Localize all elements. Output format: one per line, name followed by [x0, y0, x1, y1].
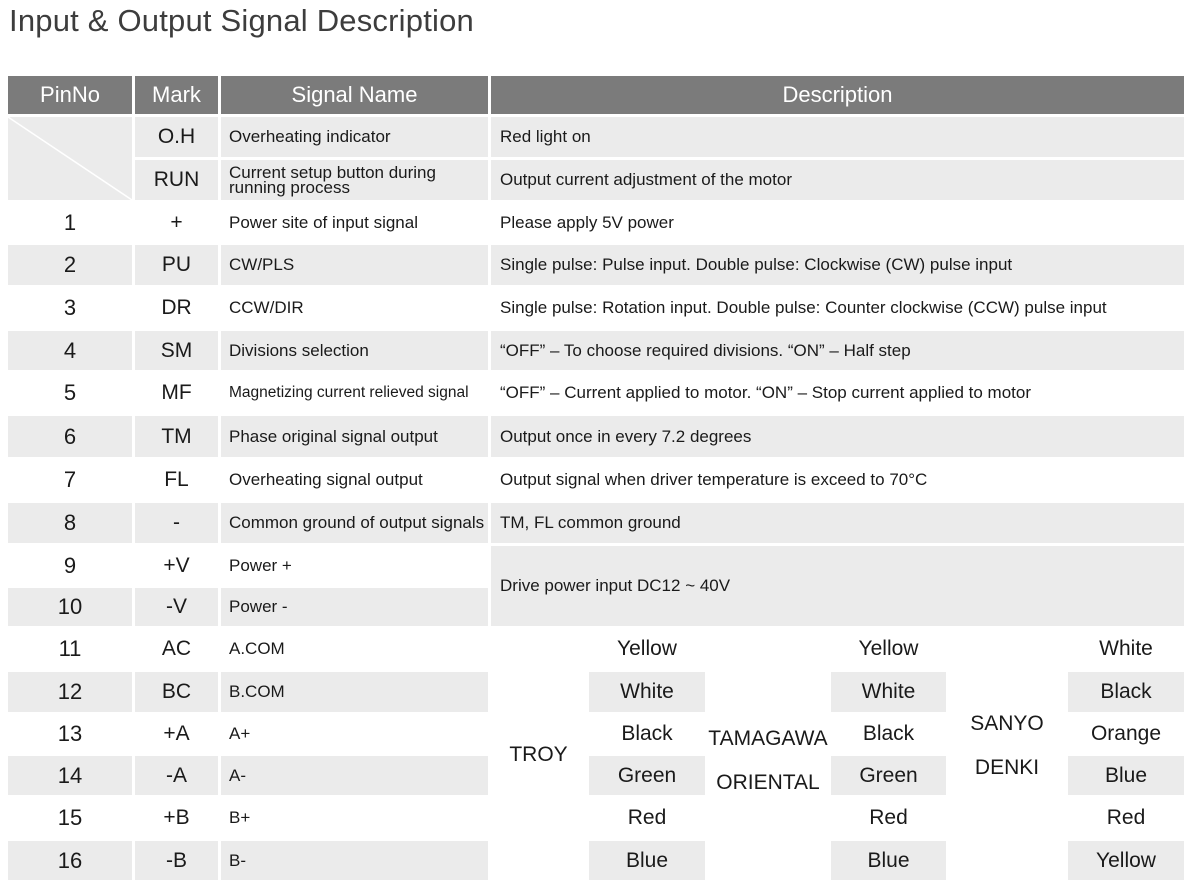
- signal-name-cell: Overheating signal output: [229, 470, 423, 489]
- pin-number: 16: [8, 841, 132, 880]
- sanyo-wire-color: White: [1099, 637, 1153, 660]
- pin-number: 8: [8, 503, 132, 543]
- mark-cell: +A: [163, 722, 190, 745]
- brand-name-line: TAMAGAWA: [708, 726, 828, 750]
- tamagawa-wire-color: Blue: [831, 841, 946, 880]
- pin-number: 14: [8, 756, 132, 795]
- sanyo-wire-color: Black: [1068, 672, 1184, 712]
- description-cell: Output once in every 7.2 degrees: [491, 416, 1184, 457]
- signal-name-cell: CW/PLS: [221, 245, 488, 285]
- signal-name-cell: Overheating indicator: [221, 117, 488, 157]
- mark-cell: +: [170, 210, 183, 234]
- tamagawa-wire-color: White: [831, 672, 946, 712]
- description-cell: Please apply 5V power: [500, 212, 674, 232]
- pin-number: 5: [63, 380, 77, 405]
- header-description: Description: [491, 76, 1184, 114]
- power-description-cell: Drive power input DC12 ~ 40V: [491, 546, 1184, 626]
- tamagawa-wire-color: Black: [862, 722, 915, 745]
- pin-number: 9: [63, 552, 77, 578]
- mark-cell: FL: [164, 468, 189, 491]
- pin-number: 1: [63, 209, 77, 235]
- mark-cell: SM: [135, 331, 218, 370]
- diagonal-line: [8, 117, 132, 200]
- header-pinno: PinNo: [8, 76, 132, 114]
- mark-cell: TM: [135, 416, 218, 457]
- troy-wire-color: Yellow: [617, 637, 677, 660]
- troy-wire-color: Blue: [589, 841, 705, 880]
- pin-number: 12: [8, 672, 132, 712]
- sanyo-wire-color: Orange: [1090, 722, 1162, 745]
- mark-cell: +B: [163, 806, 190, 829]
- troy-wire-color: Red: [627, 806, 667, 829]
- signal-name-cell: B.COM: [221, 672, 488, 712]
- signal-name-cell: Power -: [221, 588, 488, 626]
- brand-sanyo-denki: [949, 629, 1065, 880]
- signal-name-cell: Current setup button during running process: [221, 160, 488, 200]
- header-mark: Mark: [135, 76, 218, 114]
- pin-number: 13: [57, 721, 83, 746]
- signal-name-cell: Common ground of output signals: [221, 503, 488, 543]
- sanyo-wire-color: Yellow: [1068, 841, 1184, 880]
- mark-cell: MF: [161, 381, 192, 404]
- page-title: Input & Output Signal Description: [9, 3, 474, 38]
- sanyo-wire-color: Red: [1106, 806, 1146, 829]
- description-cell: “OFF” – Current applied to motor. “ON” – Stop current applied to motor: [500, 383, 1031, 402]
- header-signal-name: Signal Name: [221, 76, 488, 114]
- brand-name-line: SANYO: [970, 711, 1044, 735]
- brand-troy: TROY: [509, 742, 568, 766]
- mark-cell: +V: [163, 553, 190, 577]
- tamagawa-wire-color: Yellow: [858, 637, 919, 660]
- mark-cell: -A: [135, 756, 218, 795]
- troy-wire-color: White: [589, 672, 705, 712]
- signal-name-cell: A-: [221, 756, 488, 795]
- mark-cell: -B: [135, 841, 218, 880]
- mark-cell: DR: [161, 296, 192, 319]
- mark-cell: PU: [135, 245, 218, 285]
- signal-name-cell: CCW/DIR: [229, 298, 304, 317]
- mark-cell: RUN: [135, 160, 218, 200]
- description-cell: Single pulse: Pulse input. Double pulse: Clockwise (CW) pulse input: [491, 245, 1184, 285]
- pin-number: 3: [63, 295, 77, 320]
- signal-name-cell: A+: [229, 724, 251, 743]
- mark-cell: O.H: [135, 117, 218, 157]
- description-cell: “OFF” – To choose required divisions. “ON” – Half step: [491, 331, 1184, 370]
- signal-table: [8, 76, 1184, 880]
- signal-name-cell: B-: [221, 841, 488, 880]
- sanyo-wire-color: Blue: [1068, 756, 1184, 795]
- mark-cell: AC: [161, 637, 192, 660]
- signal-name-cell: B+: [229, 808, 251, 827]
- pin-number: 7: [63, 467, 77, 492]
- mark-cell: -V: [135, 588, 218, 626]
- signal-name-cell: Power +: [229, 555, 292, 575]
- tamagawa-wire-color: Red: [869, 806, 908, 829]
- description-cell: TM, FL common ground: [491, 503, 1184, 543]
- tamagawa-wire-color: Green: [831, 756, 946, 795]
- troy-wire-color: Black: [621, 722, 673, 745]
- brand-name-line: ORIENTAL: [716, 770, 820, 794]
- signal-name-cell: Magnetizing current relieved signal: [229, 384, 469, 401]
- pin-diagonal-cell: [8, 117, 132, 200]
- signal-name-cell: Power site of input signal: [229, 212, 418, 232]
- pin-number: 6: [8, 416, 132, 457]
- signal-name-cell: Phase original signal output: [221, 416, 488, 457]
- description-cell: Red light on: [491, 117, 1184, 157]
- pin-number: 4: [8, 331, 132, 370]
- pin-number: 15: [57, 805, 83, 830]
- description-cell: Single pulse: Rotation input. Double pulse: Counter clockwise (CCW) pulse input: [500, 298, 1107, 317]
- description-cell: Output signal when driver temperature is exceed to 70°C: [500, 470, 928, 489]
- signal-name-cell: A.COM: [229, 639, 285, 658]
- mark-cell: BC: [135, 672, 218, 712]
- pin-number: 10: [8, 588, 132, 626]
- signal-name-cell: Divisions selection: [221, 331, 488, 370]
- mark-cell: -: [135, 503, 218, 543]
- troy-wire-color: Green: [589, 756, 705, 795]
- description-cell: Output current adjustment of the motor: [491, 160, 1184, 200]
- pin-number: 2: [8, 245, 132, 285]
- pin-number: 11: [58, 636, 82, 661]
- brand-name-line: DENKI: [974, 755, 1040, 779]
- brand-tamagawa-oriental: [708, 629, 828, 880]
